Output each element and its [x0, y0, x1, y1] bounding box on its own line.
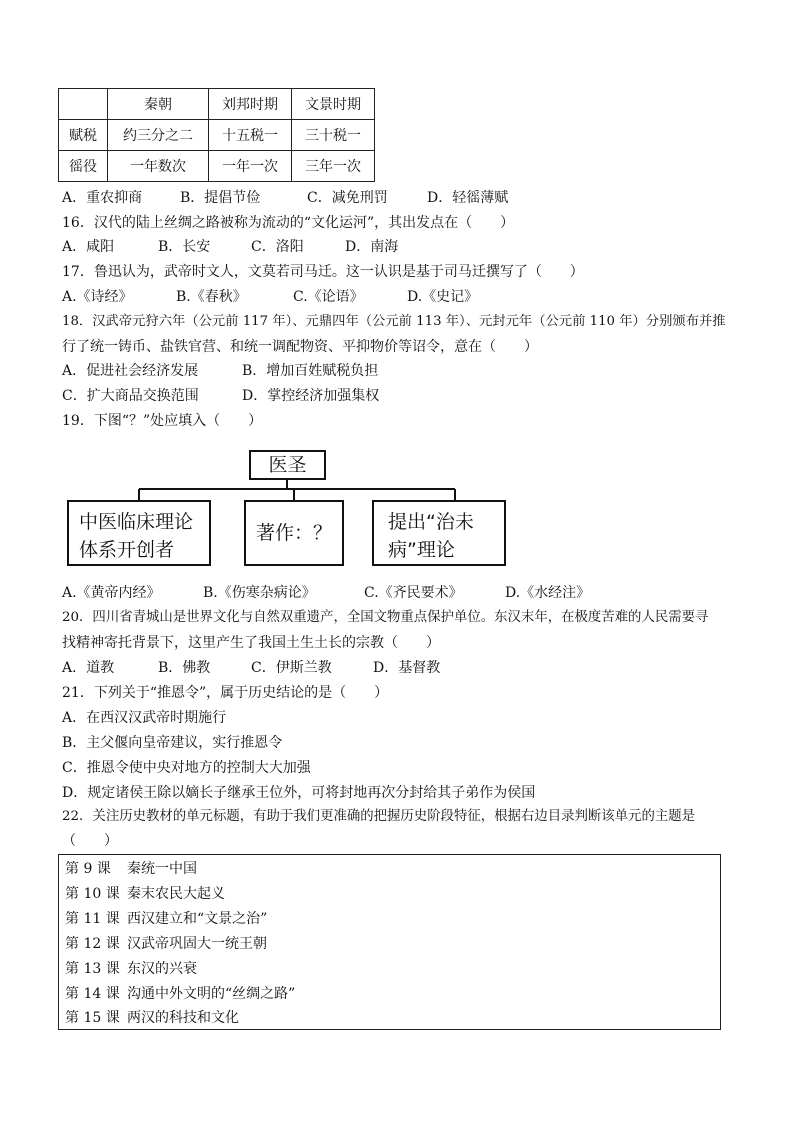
q18-option-b: B．增加百姓赋税负担	[242, 363, 379, 379]
table-cell: 一年一次	[209, 151, 292, 182]
table-row	[59, 151, 375, 182]
q18-option-c: C．扩大商品交换范围	[62, 388, 199, 404]
q17-option-a: A.《诗经》	[62, 289, 133, 305]
q20-option-c: C．伊斯兰教	[251, 660, 332, 676]
toc-lesson-number: 第 13 课	[65, 961, 120, 977]
q19-option-b: B.《伤寒杂病论》	[203, 585, 316, 601]
diagram-middle-box	[244, 500, 344, 566]
q21-option-a: A．在西汉汉武帝时期施行	[62, 710, 227, 726]
q17-option-b: B.《春秋》	[176, 289, 247, 305]
toc-lesson-number: 第 9 课	[65, 861, 111, 877]
diagram-left-line1: 中医临床理论	[79, 511, 194, 533]
q18-stem-line2: 行了统一铸币、盐铁官营、和统一调配物资、平抑物价等诏令，意在（ ）	[62, 339, 538, 355]
table-cell: 赋税	[59, 120, 108, 151]
q17-option-c: C.《论语》	[293, 289, 364, 305]
diagram-right-box	[372, 500, 506, 566]
unit-table-of-contents	[58, 854, 721, 1030]
table-cell: 三十税一	[292, 120, 375, 151]
q19-option-d: D.《水经注》	[505, 585, 591, 601]
q21-option-d: D．规定诸侯王除以嫡长子继承王位外，可将封地再次分封给其子弟作为侯国	[62, 785, 536, 801]
q16-option-a: A．咸阳	[62, 239, 115, 255]
q19-option-a: A.《黄帝内经》	[62, 585, 161, 601]
tax-labor-table	[58, 88, 375, 182]
q16-option-b: B．长安	[158, 239, 211, 255]
toc-lesson-title: 汉武帝巩固大一统王朝	[127, 936, 267, 952]
diagram-top-label: 医圣	[268, 454, 307, 476]
diagram-top-box	[249, 450, 326, 480]
diagram-right-line2: 病”理论	[388, 539, 455, 561]
toc-lesson-number: 第 10 课	[65, 886, 120, 902]
q18-stem-line1: 18．汉武帝元狩六年（公元前 117 年）、元鼎四年（公元前 113 年）、元封元年（公元前 110 年）分别颁布并推	[62, 314, 726, 329]
toc-lesson-title: 西汉建立和“文景之治”	[127, 911, 268, 927]
q19-option-c: C.《齐民要术》	[364, 585, 463, 601]
toc-lesson-number: 第 15 课	[65, 1010, 120, 1026]
table-header-cell: 刘邦时期	[209, 89, 292, 120]
q20-option-d: D．基督教	[373, 660, 441, 676]
toc-lesson-title: 秦统一中国	[127, 861, 197, 877]
q16-option-c: C．洛阳	[251, 239, 304, 255]
toc-row	[65, 1008, 239, 1028]
q22-stem-line1: 22．关注历史教材的单元标题，有助于我们更准确的把握历史阶段特征，根据右边目录判断该单元的主题是	[62, 809, 696, 824]
toc-lesson-title: 秦末农民大起义	[127, 886, 225, 902]
q20-option-b: B．佛教	[158, 660, 211, 676]
toc-row	[65, 934, 267, 954]
toc-lesson-title: 两汉的科技和文化	[127, 1010, 239, 1026]
table-header-row	[59, 89, 375, 120]
diagram-left-line2: 体系开创者	[79, 539, 175, 561]
diagram-right-line1: 提出“治未	[388, 511, 474, 533]
q20-stem-line1: 20．四川省青城山是世界文化与自然双重遗产，全国文物重点保护单位。东汉末年，在极度苦难的人民需要寻	[62, 610, 709, 625]
q21-option-b: B．主父偃向皇帝建议，实行推恩令	[62, 735, 283, 751]
toc-lesson-title: 沟通中外文明的“丝绸之路”	[127, 986, 296, 1002]
table-cell: 约三分之二	[108, 120, 209, 151]
toc-row	[65, 884, 225, 904]
toc-lesson-number: 第 11 课	[65, 911, 120, 927]
q19-stem: 19．下图“？”处应填入（ ）	[62, 413, 263, 429]
q21-option-c: C．推恩令使中央对地方的控制大大加强	[62, 760, 311, 776]
q18-option-d: D．掌控经济加强集权	[242, 388, 380, 404]
toc-row	[65, 909, 267, 929]
toc-lesson-number: 第 14 课	[65, 986, 120, 1002]
q17-option-d: D.《史记》	[407, 289, 479, 305]
q15-option-c: C．减免刑罚	[307, 190, 388, 206]
table-row	[59, 120, 375, 151]
table-cell: 三年一次	[292, 151, 375, 182]
q15-option-a: A．重农抑商	[62, 190, 143, 206]
q16-option-d: D．南海	[345, 239, 399, 255]
q16-stem: 16．汉代的陆上丝绸之路被称为流动的“文化运河”，其出发点在（ ）	[62, 215, 515, 231]
q20-stem-line2: 找精神寄托背景下，这里产生了我国土生土长的宗教（ ）	[62, 635, 440, 651]
toc-lesson-title: 东汉的兴衰	[127, 961, 197, 977]
table-header-cell: 文景时期	[292, 89, 375, 120]
q15-option-b: B．提倡节俭	[180, 190, 261, 206]
toc-row	[65, 859, 197, 879]
toc-row	[65, 984, 295, 1004]
table-cell: 一年数次	[108, 151, 209, 182]
diagram-middle-label: 著作：？	[255, 522, 332, 544]
table-header-cell: 秦朝	[108, 89, 209, 120]
table-cell: 十五税一	[209, 120, 292, 151]
toc-row	[65, 959, 197, 979]
table-cell: 徭役	[59, 151, 108, 182]
q20-option-a: A．道教	[62, 660, 115, 676]
toc-lesson-number: 第 12 课	[65, 936, 120, 952]
q22-stem-line2: （ ）	[62, 833, 118, 849]
q17-stem: 17．鲁迅认为，武帝时文人，文莫若司马迁。这一认识是基于司马迁撰写了（ ）	[62, 264, 584, 280]
q15-option-d: D．轻徭薄赋	[427, 190, 509, 206]
q18-option-a: A．促进社会经济发展	[62, 363, 199, 379]
table-header-cell	[59, 89, 108, 120]
q21-stem: 21．下列关于“推恩令”，属于历史结论的是（ ）	[62, 685, 389, 701]
diagram-left-box	[67, 500, 211, 566]
